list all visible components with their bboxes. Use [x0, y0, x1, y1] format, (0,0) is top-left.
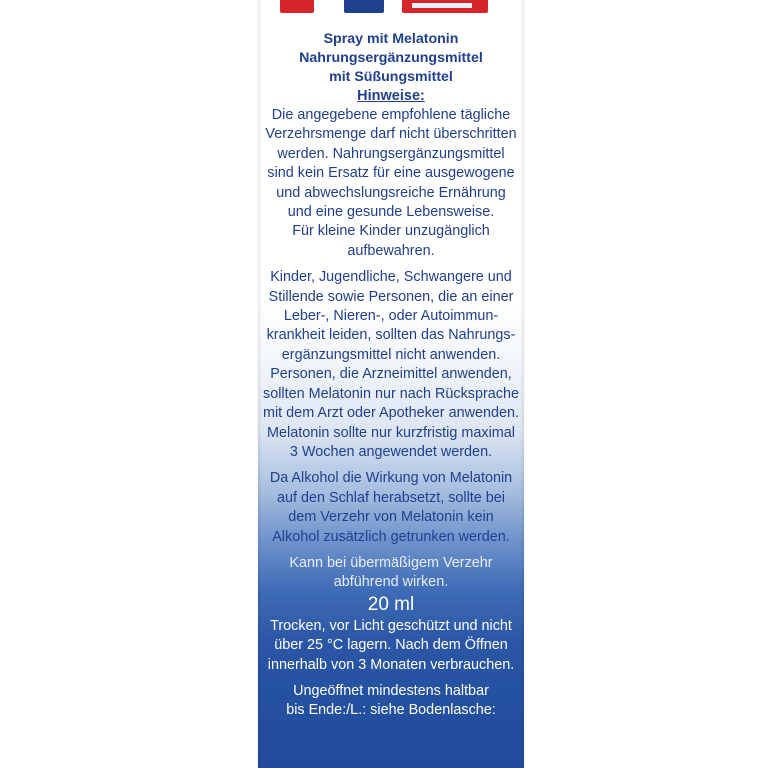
text-line: bis Ende:/L.: siehe Bodenlasche: — [286, 702, 496, 719]
text-line: Melatonin sollte nur kurzfristig maximal — [267, 424, 515, 441]
text-line: auf den Schlaf herabsetzt, sollte bei — [277, 489, 505, 506]
text-line: und abwechslungsreiche Ernährung — [276, 184, 506, 201]
flap-red-mark — [280, 0, 314, 13]
text-line: ergänzungsmittel nicht anwenden. — [281, 346, 501, 363]
text-line: Personen, die Arzneimittel anwenden, — [270, 366, 512, 383]
notes-heading: Hinweise: — [357, 88, 425, 104]
flap-white-bar — [412, 3, 472, 8]
title-line: Spray mit Melatonin — [323, 31, 459, 47]
text-line: über 25 °C lagern. Nach dem Öffnen — [274, 637, 508, 654]
flap-red-band — [402, 0, 488, 13]
storage-instructions — [262, 617, 520, 675]
package-back-panel — [258, 0, 524, 768]
text-line: aufbewahren. — [347, 242, 435, 259]
text-line: Kann bei übermäßigem Verzehr — [289, 554, 493, 571]
text-line: Alkohol zusätzlich getrunken werden. — [272, 528, 510, 545]
text-line: innerhalb von 3 Monaten verbrauchen. — [267, 656, 515, 673]
text-line: Leber-, Nieren-, oder Autoimmun- — [283, 308, 499, 325]
text-line: krankheit leiden, sollten das Nahrungs- — [266, 327, 516, 344]
notes-paragraph-warnings — [262, 268, 520, 462]
text-line: mit dem Arzt oder Apotheker anwenden. — [263, 405, 519, 422]
expiry-note — [262, 682, 520, 721]
text-line: Stillende sowie Personen, die an einer — [268, 288, 514, 305]
text-line: sind kein Ersatz für eine ausgewogene — [267, 165, 515, 182]
flap-blue-mark — [344, 0, 384, 13]
text-line: Da Alkohol die Wirkung von Melatonin — [269, 470, 513, 487]
panel-edge-shadow-right — [520, 0, 524, 768]
text-line: 3 Wochen angewendet werden. — [289, 443, 493, 460]
title-line: mit Süßungsmittel — [329, 69, 453, 85]
title-line: Nahrungsergänzungsmittel — [299, 50, 483, 66]
text-line: Verzehrsmenge darf nicht überschritten — [265, 126, 517, 143]
text-line: sollten Melatonin nur nach Rücksprache — [263, 385, 519, 402]
volume-label: 20 ml — [367, 593, 415, 615]
text-line: dem Verzehr von Melatonin kein — [288, 509, 494, 526]
text-line: Für kleine Kinder unzugänglich — [292, 223, 490, 240]
text-line: abführend wirken. — [333, 574, 449, 591]
notes-paragraph-intake — [262, 106, 520, 261]
text-line: Ungeöffnet mindestens haltbar — [293, 682, 489, 699]
text-line: werden. Nahrungsergänzungsmittel — [277, 145, 505, 162]
text-line: Trocken, vor Licht geschützt und nicht — [270, 617, 512, 634]
product-title — [262, 30, 520, 87]
label-text-block — [262, 30, 520, 721]
top-flap — [258, 0, 524, 14]
text-line: und eine gesunde Lebensweise. — [287, 204, 495, 221]
text-line: Die angegebene empfohlene tägliche — [271, 107, 511, 123]
text-line: Kinder, Jugendliche, Schwangere und — [270, 269, 512, 286]
notes-paragraph-laxative — [262, 554, 520, 593]
notes-paragraph-alcohol — [262, 469, 520, 547]
